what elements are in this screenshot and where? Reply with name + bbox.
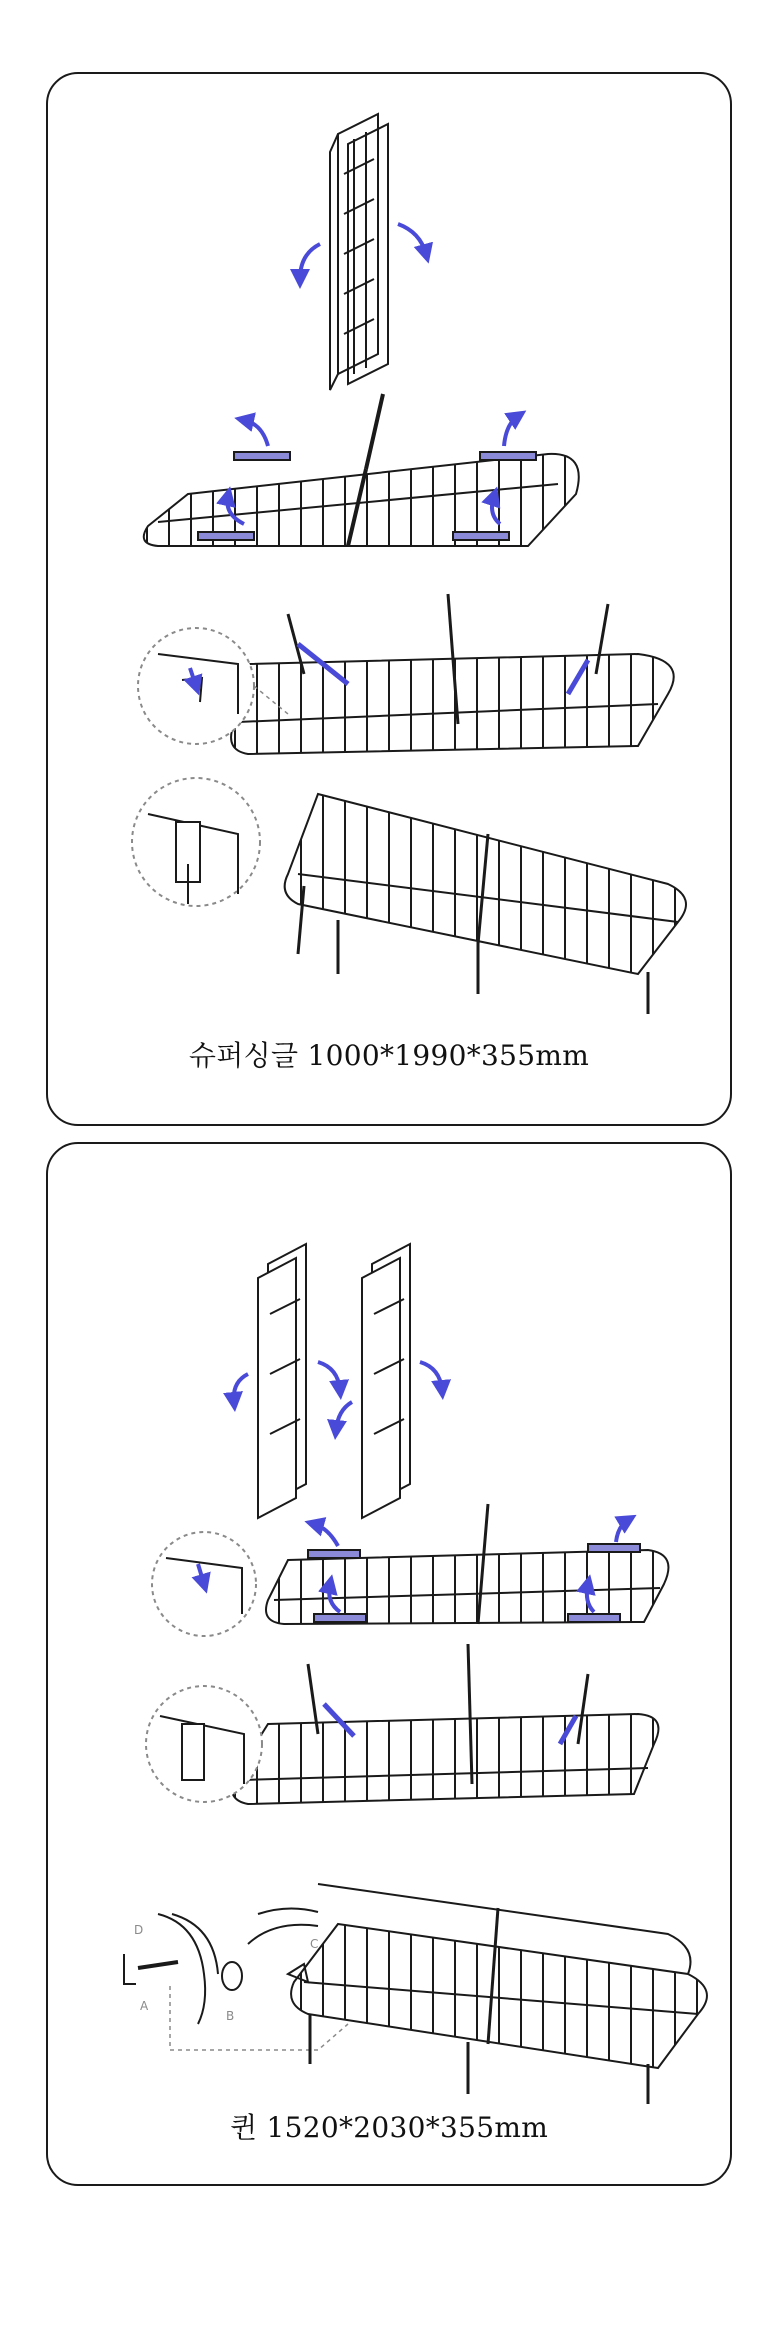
flat-frame-top [144,394,579,546]
queen-panel [46,1142,732,2186]
super-single-assembly-illustration [48,74,734,1128]
part-letter-c: C [310,1937,319,1951]
product-caption: 슈퍼싱글 1000*1990*355mm [188,1039,590,1072]
hardware-parts [124,1908,318,2024]
unfold-left-arrow [300,244,320,279]
detail-circle-hook [138,628,254,744]
folded-frame-left [258,1244,306,1518]
hex-key-icon [124,1954,136,1984]
legs-unfolding [231,594,674,754]
bolt-icon [138,1962,178,1968]
part-letter-d: D [134,1923,144,1937]
product-caption: 퀸 1520*2030*355mm [229,2111,549,2144]
assembled-bed [291,1884,707,2104]
super-single-panel [46,72,732,1126]
folded-frame-right [362,1244,410,1518]
queen-assembly-illustration [48,1144,734,2188]
part-letter-a: A [140,1999,149,2013]
assembled-bed [285,794,686,1014]
detail-circle-bolt [132,778,260,906]
unfold-right-arrow [398,224,426,254]
part-letter-b: B [226,2009,235,2023]
flat-frame-top [266,1504,668,1624]
folded-frame [330,114,388,390]
washer-icon [222,1962,242,1990]
legs-unfolding [232,1644,659,1804]
